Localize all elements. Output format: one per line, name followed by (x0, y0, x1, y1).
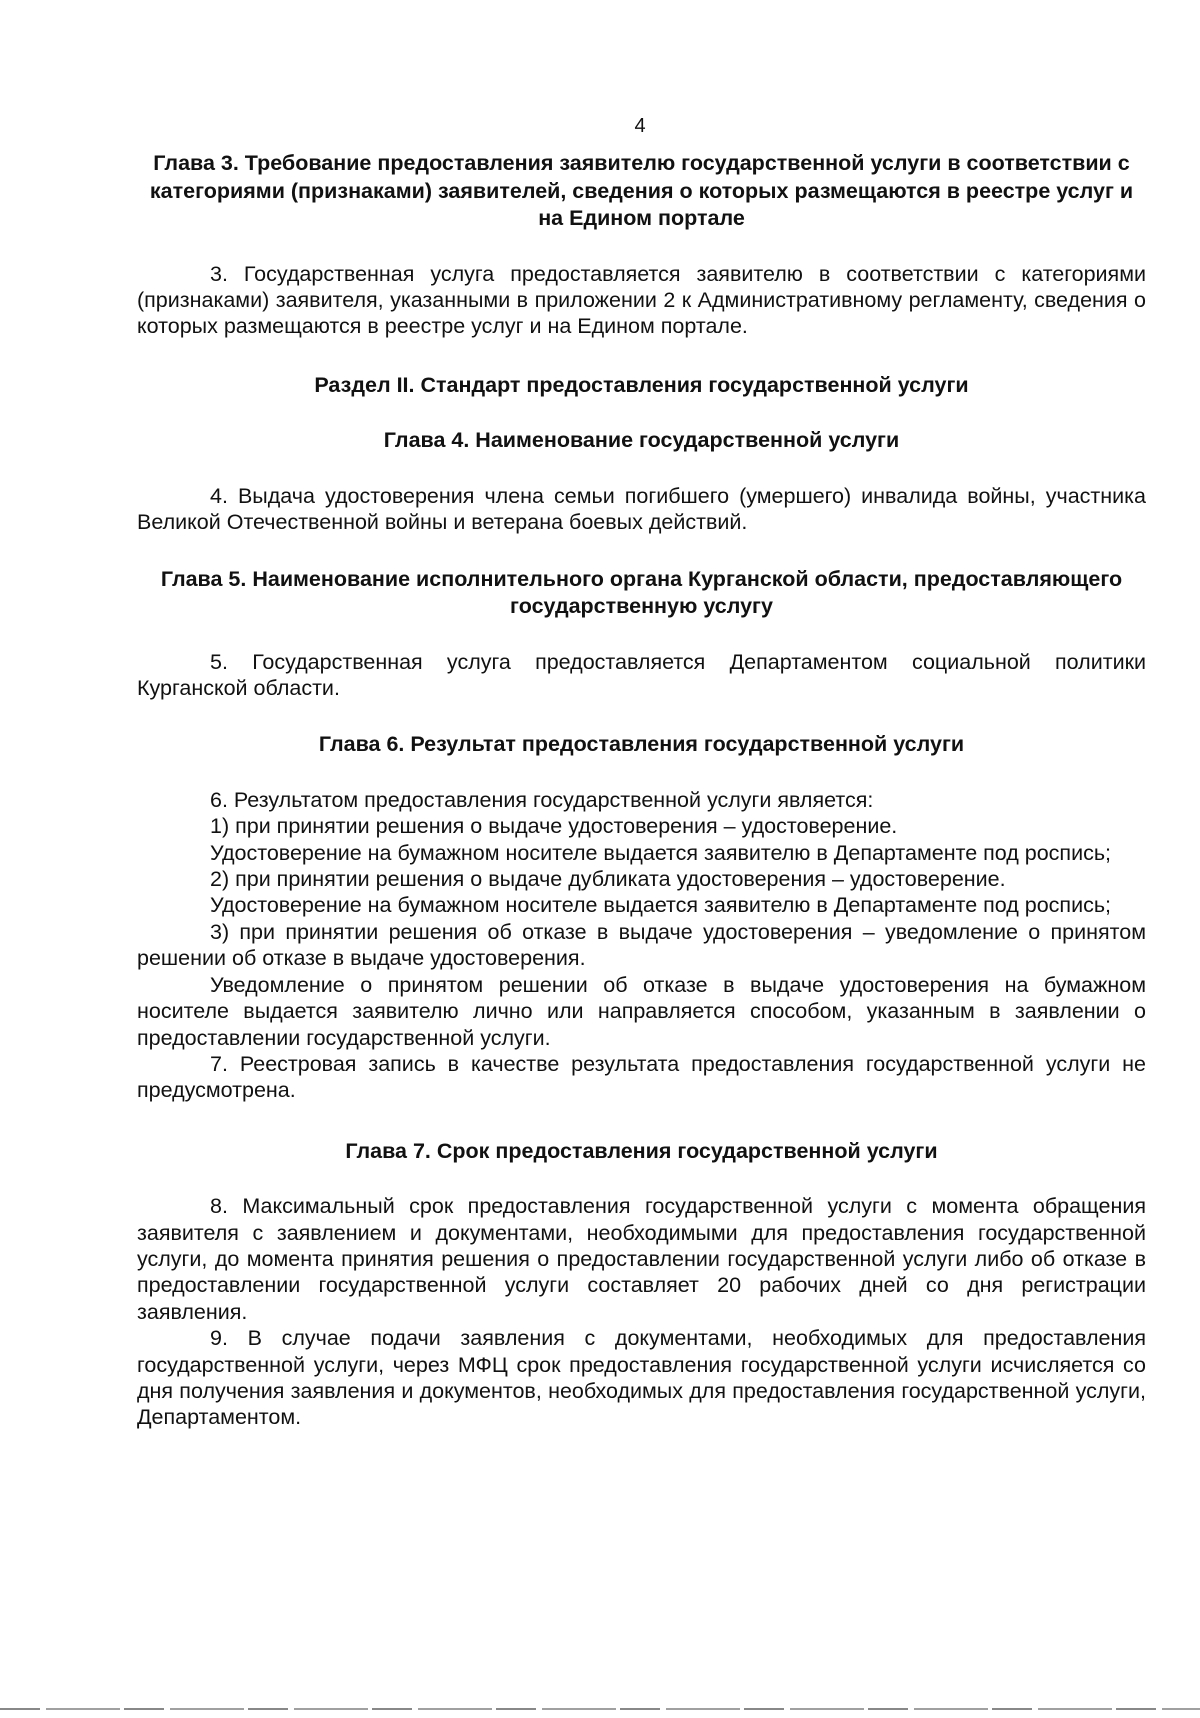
paragraph-6-item-3: 3) при принятии решения об отказе в выдаче удостоверения – уведомление о принятом решении об отказе в выдаче удостоверения. (137, 919, 1146, 971)
scan-edge-line (0, 1708, 1200, 1710)
paragraph-4: 4. Выдача удостоверения члена семьи погибшего (умершего) инвалида войны, участника Великой Отечественной войны и ветерана боевых действий. (137, 483, 1146, 535)
page-number: 4 (634, 115, 646, 137)
paragraph-9: 9. В случае подачи заявления с документами, необходимых для предоставления государственной услуги, через МФЦ срок предоставления государственной услуги исчисляется со дня получения заявления и документов, необходимых для предоставления государственной услуги, Департаментом. (137, 1326, 1146, 1430)
chapter-5-heading: Глава 5. Наименование исполнительного органа Курганской области, предоставляющего государственную услугу (160, 566, 1123, 619)
paragraph-6-item-3-note: Уведомление о принятом решении об отказе в выдаче удостоверения на бумажном носителе выдается заявителю лично или направляется способом, указанным в заявлении о предоставлении государственной услуги. (137, 972, 1146, 1050)
page-content (137, 150, 1146, 1431)
chapter-3-heading: Глава 3. Требование предоставления заявителю государственной услуги в соответствии с категориями (признаками) заявителей, сведения о которых размещаются в реестре услуг и на Едином портале (149, 151, 1134, 230)
paragraph-8: 8. Максимальный срок предоставления государственной услуги с момента обращения заявителя с заявлением и документами, необходимыми для предоставления государственной услуги, до момента принятия решения о предоставлении государственной услуги либо об отказе в предоставлении государственной услуги составляет 20 рабочих дней со дня регистрации заявления. (137, 1194, 1146, 1324)
paragraph-6-item-1: 1) при принятии решения о выдаче удостоверения – удостоверение. (210, 814, 898, 839)
paragraph-6-item-1-note: Удостоверение на бумажном носителе выдается заявителю в Департаменте под роспись; (210, 840, 1112, 865)
paragraph-6: 6. Результатом предоставления государственной услуги является: (210, 787, 874, 812)
chapter-4-heading: Глава 4. Наименование государственной услуги (383, 428, 900, 453)
paragraph-6-item-2: 2) при принятии решения о выдаче дубликата удостоверения – удостоверение. (210, 867, 1006, 892)
paragraph-6-item-2-note: Удостоверение на бумажном носителе выдается заявителю в Департаменте под роспись; (210, 893, 1112, 918)
chapter-6-heading: Глава 6. Результат предоставления государственной услуги (318, 732, 965, 757)
paragraph-3: 3. Государственная услуга предоставляется заявителю в соответствии с категориями (признаками) заявителя, указанными в приложении 2 к Административному регламенту, сведения о которых размещаются в реестре услуг и на Едином портале. (137, 261, 1146, 339)
section-2-heading: Раздел II. Стандарт предоставления государственной услуги (314, 372, 969, 397)
paragraph-5: 5. Государственная услуга предоставляется Департаментом социальной политики Курганской области. (137, 649, 1146, 700)
chapter-7-heading: Глава 7. Срок предоставления государственной услуги (345, 1138, 938, 1163)
paragraph-7: 7. Реестровая запись в качестве результата предоставления государственной услуги не предусмотрена. (137, 1051, 1146, 1103)
